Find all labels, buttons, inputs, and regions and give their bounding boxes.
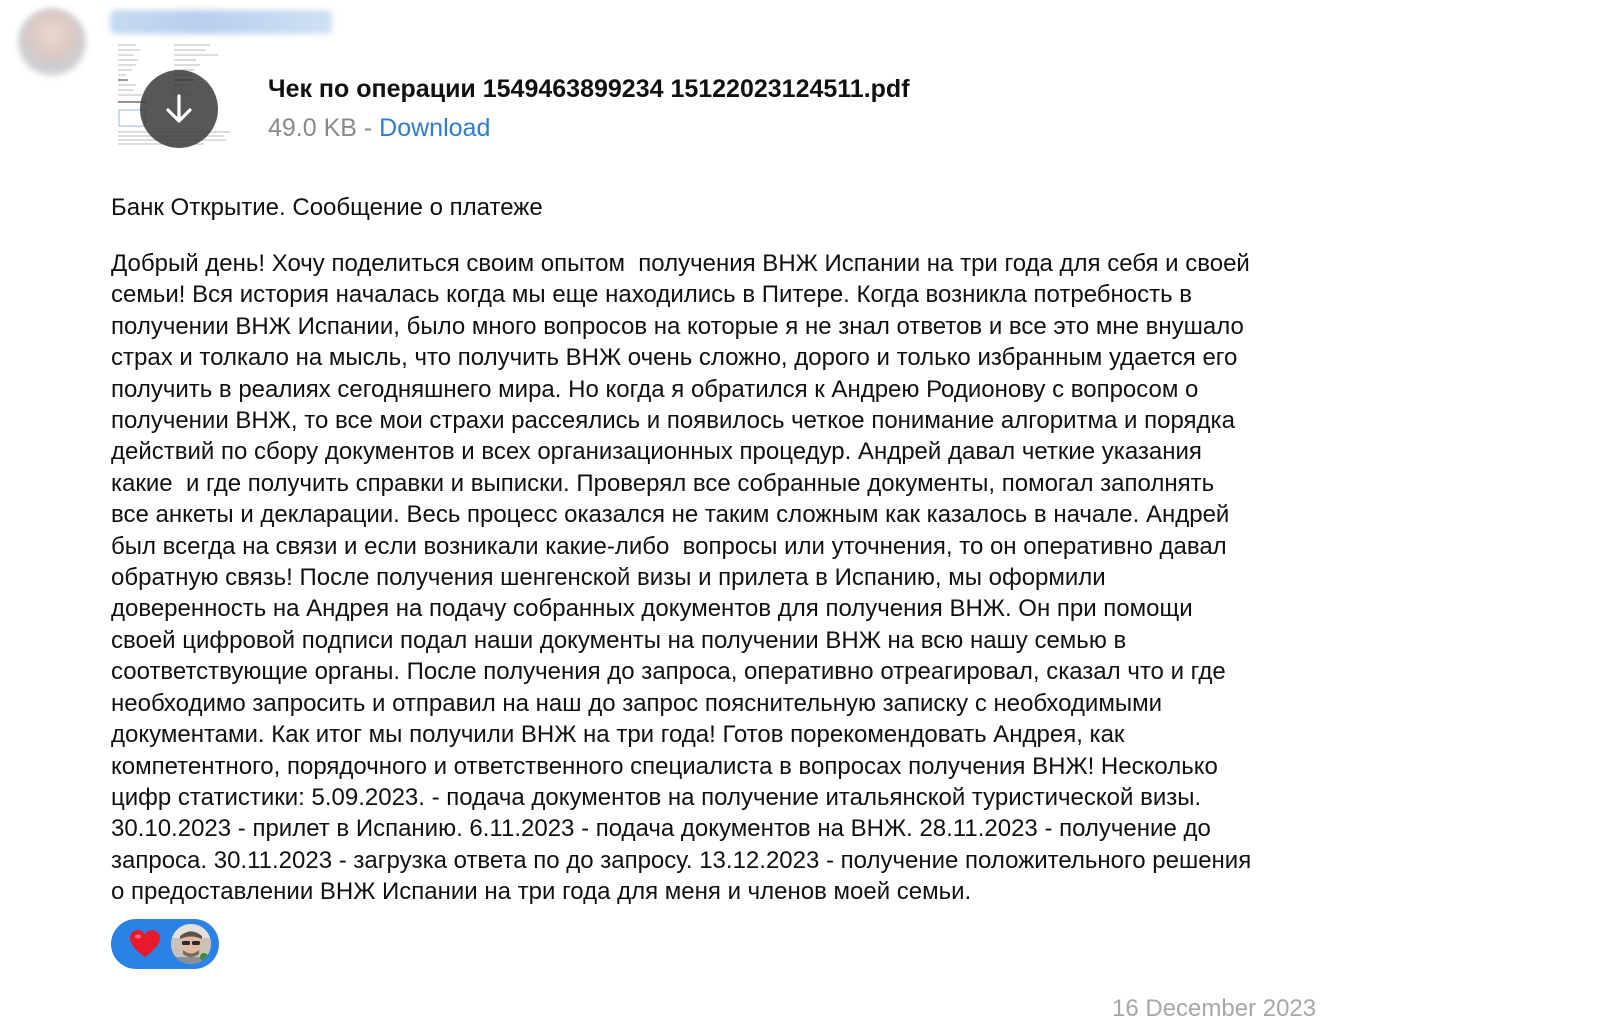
date-separator: 16 December 2023	[1112, 995, 1317, 1022]
message-line: был всегда на связи и если возникали какие-либо вопросы или уточнения, то он оперативно давал	[111, 532, 1227, 560]
message-line: запроса. 30.11.2023 - загрузка ответа по до запросу. 13.12.2023 - получение положительного решения	[111, 846, 1252, 874]
download-button[interactable]	[140, 70, 218, 148]
message-line: доверенность на Андрея на подачу собранных документов для получения ВНЖ. Он при помощи	[111, 595, 1193, 623]
message-line: о предоставлении ВНЖ Испании на три года для меня и членов моей семьи.	[111, 878, 972, 906]
message-line: обратную связь! После получения шенгенской визы и прилета в Испанию, мы оформили	[111, 564, 1106, 592]
file-name[interactable]: Чек по операции 1549463899234 15122023124511.pdf	[268, 75, 910, 103]
message-line: действий по сбору документов и всех организационных процедур. Андрей давал четкие указания	[111, 438, 1202, 466]
message-line: компетентного, порядочного и ответственного специалиста в вопросах получения ВНЖ! Несколько	[111, 752, 1218, 780]
file-meta	[268, 114, 490, 143]
person-avatar-icon	[171, 924, 211, 964]
reactor-avatar[interactable]	[171, 924, 211, 964]
file-meta-separator: -	[356, 114, 380, 142]
heart-icon	[129, 929, 161, 959]
message-line: страх и толкало на мысль, что получить ВНЖ очень сложно, дорого и только избранным удается его	[111, 344, 1238, 372]
message-line: цифр статистики: 5.09.2023. - подача документов на получение итальянской туристической визы.	[111, 783, 1202, 811]
message-line: получении ВНЖ Испании, было много вопросов на которые я не знал ответов и все это мне внушало	[111, 312, 1244, 340]
message-line: своей цифровой подписи подал наши документы на получении ВНЖ на всю нашу семью в	[111, 626, 1127, 654]
message-line: получить в реалиях сегодняшнего мира. Но когда я обратился к Андрею Родионову с вопросом о	[111, 375, 1199, 403]
download-link[interactable]: Download	[379, 114, 491, 142]
message-line: семьи! Вся история началась когда мы еще находились в Питере. Когда возникла потребность в	[111, 281, 1193, 309]
message-line: Добрый день! Хочу поделиться своим опытом получения ВНЖ Испании на три года для себя и своей	[111, 250, 1250, 277]
sender-avatar[interactable]	[18, 8, 86, 76]
file-size: 49.0 KB	[268, 114, 357, 142]
message-line: 30.10.2023 - прилет в Испанию. 6.11.2023 - подача документов на ВНЖ. 28.11.2023 - получение до	[111, 815, 1211, 843]
message-text	[111, 248, 1411, 908]
message-line: все анкеты и декларации. Весь процесс оказался не таким сложным как казалось в начале. Андрей	[111, 501, 1230, 529]
message-line: какие и где получить справки и выписки. Проверял все собранные документы, помогал заполнять	[111, 469, 1215, 497]
message-line: необходимо запросить и отправил на наш до запрос пояснительную записку с необходимыми	[111, 689, 1162, 717]
message-caption: Банк Открытие. Сообщение о платеже	[111, 194, 543, 221]
message-line: документами. Как итог мы получили ВНЖ на три года! Готов порекомендовать Андрея, как	[111, 721, 1125, 749]
reaction-pill[interactable]	[111, 919, 219, 969]
arrow-down-icon	[162, 92, 196, 126]
message-line: получении ВНЖ, то все мои страхи рассеялись и появилось четкое понимание алгоритма и порядка	[111, 407, 1235, 435]
sender-name-blurred[interactable]	[110, 10, 332, 34]
message-line: соответствующие органы. После получения до запроса, оперативно отреагировал, сказал что и где	[111, 658, 1226, 686]
